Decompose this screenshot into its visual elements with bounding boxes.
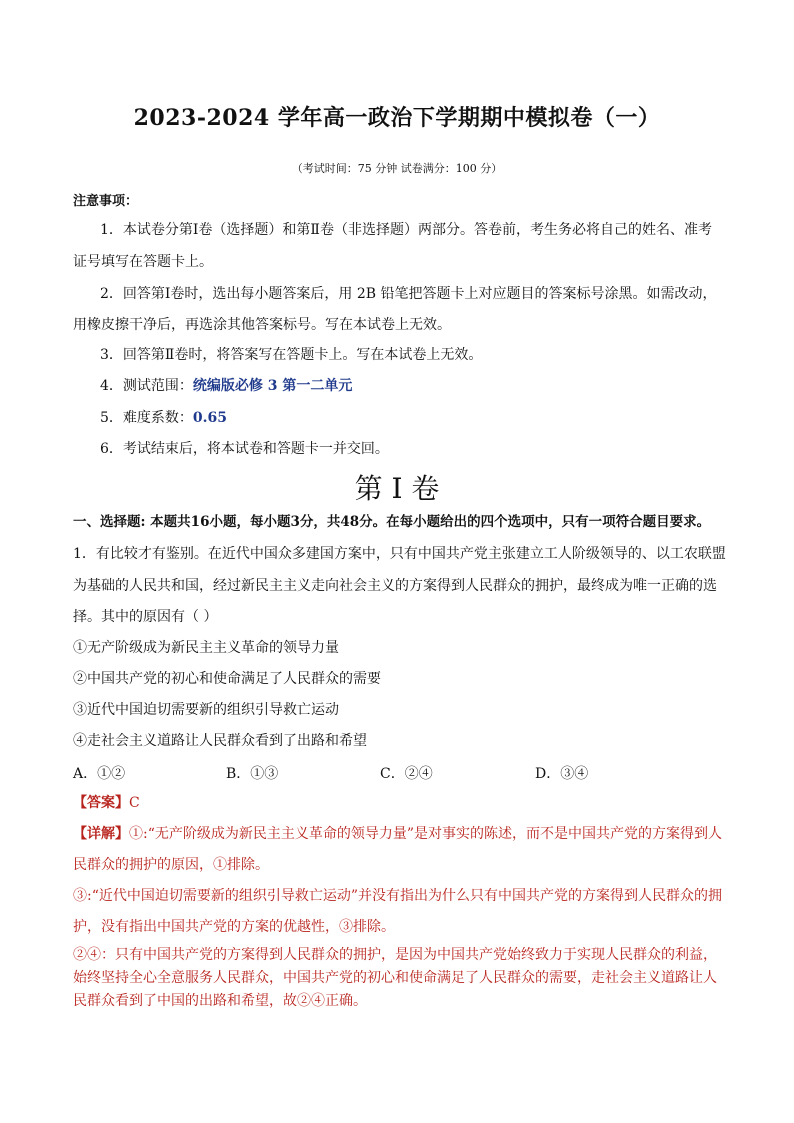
test-scope-value: 统编版必修 3 第一二单元 <box>192 378 353 394</box>
notice-item-5 <box>100 409 724 427</box>
question-1-stem-line-2: 为基础的人民共和国，经过新民主主义走向社会主义的方案得到人民群众的拥护，最终成为唯一正确的选 <box>73 578 717 594</box>
section-title: 第 I 卷 <box>354 472 440 505</box>
notice-item-2-line-2: 用橡皮擦干净后，再选涂其他答案标号。写在本试卷上无效。 <box>73 317 451 333</box>
option-b: B．①③ <box>226 766 279 782</box>
detail-line-6: 始终坚持全心全意服务人民群众，中国共产党的初心和使命满足了人民群众的需要，走社会主义道路让人 <box>73 970 717 986</box>
question-1-stem-line-1: 1．有比较才有鉴别。在近代中国众多建国方案中，只有中国共产党主张建立工人阶级领导的、以工农联盟 <box>73 546 726 562</box>
notice-item-4 <box>100 377 724 395</box>
detail-line-7: 民群众看到了中国的出路和希望，故②④正确。 <box>73 993 367 1009</box>
detail-label: 【详解】 <box>73 826 129 842</box>
notice-item-6: 6．考试结束后，将本试卷和答题卡一并交回。 <box>100 441 389 457</box>
notice-item-4-prefix: 4．测试范围： <box>100 378 193 394</box>
answer-value: C <box>129 795 140 811</box>
detail-line-5: ②④：只有中国共产党的方案得到人民群众的拥护，是因为中国共产党始终致力于实现人民群众的利益， <box>73 947 717 963</box>
answer-line <box>73 794 723 812</box>
notice-item-5-prefix: 5．难度系数： <box>100 410 193 426</box>
question-1-item-1: ①无产阶级成为新民主主义革命的领导力量 <box>73 640 339 656</box>
exam-title: 2023-2024 学年高一政治下学期期中模拟卷（一） <box>133 105 661 131</box>
question-1-item-2: ②中国共产党的初心和使命满足了人民群众的需要 <box>73 671 381 687</box>
section-instruction: 一、选择题: 本题共16小题，每小题3分，共48分。在每小题给出的四个选项中，只有一项符合题目要求。 <box>73 514 711 530</box>
question-1-stem-line-3: 择。其中的原因有（ ） <box>73 609 218 625</box>
question-1-item-4: ④走社会主义道路让人民群众看到了出路和希望 <box>73 733 367 749</box>
notice-title: 注意事项： <box>73 194 139 209</box>
answer-label: 【答案】 <box>73 795 129 811</box>
detail-line-4: 护，没有指出中国共产党的方案的优越性，③排除。 <box>73 919 395 935</box>
detail-text-1: ①:“无产阶级成为新民主主义革命的领导力量”是对事实的陈述，而不是中国共产党的方案得到人 <box>129 826 723 842</box>
notice-item-1-line-1: 1．本试卷分第Ⅰ卷（选择题）和第Ⅱ卷（非选择题）两部分。答卷前，考生务必将自己的姓名、准考 <box>100 222 712 238</box>
notice-item-2-line-1: 2．回答第Ⅰ卷时，选出每小题答案后，用 2B 铅笔把答题卡上对应题目的答案标号涂黑。如需改动， <box>100 286 717 302</box>
option-d: D．③④ <box>535 766 589 782</box>
difficulty-value: 0.65 <box>192 410 228 426</box>
option-a: A．①② <box>73 766 126 782</box>
detail-line-1 <box>73 825 723 843</box>
notice-item-1-line-2: 证号填写在答题卡上。 <box>73 254 213 270</box>
detail-line-3: ③:“近代中国迫切需要新的组织引导救亡运动”并没有指出为什么只有中国共产党的方案得到人民群众的拥 <box>73 888 723 904</box>
notice-item-3: 3．回答第Ⅱ卷时，将答案写在答题卡上。写在本试卷上无效。 <box>100 347 483 363</box>
question-1-item-3: ③近代中国迫切需要新的组织引导救亡运动 <box>73 702 339 718</box>
option-c: C．②④ <box>380 766 433 782</box>
detail-line-2: 民群众的拥护的原因，①排除。 <box>73 857 269 873</box>
exam-subtitle: （考试时间：75 分钟 试卷满分：100 分） <box>291 162 503 175</box>
